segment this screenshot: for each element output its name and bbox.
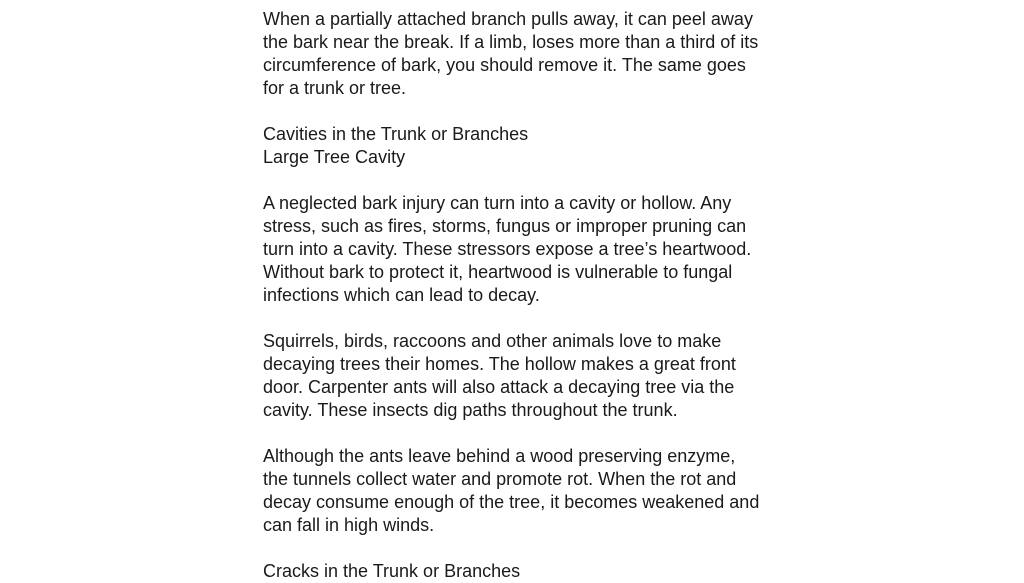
cavities-heading-block xyxy=(263,123,763,169)
paragraph-animals: Squirrels, birds, raccoons and other animals love to make decaying trees their homes. The hollow makes a great front door. Carpenter ants will also attack a decaying tree via the cavity. These insects dig paths throughout the trunk. xyxy=(263,331,736,420)
paragraph-ants-rot: Although the ants leave behind a wood preserving enzyme, the tunnels collect water and promote rot. When the rot and decay consume enough of the tree, it becomes weakened and can fall in high winds. xyxy=(263,446,760,535)
paragraph-neglected-injury: A neglected bark injury can turn into a cavity or hollow. Any stress, such as fires, storms, fungus or improper pruning can turn into a cavity. These stressors expose a tree’s heartwood. Without bark to protect it, heartwood is vulnerable to fungal infections which can lead to decay. xyxy=(263,193,752,305)
paragraph-bark-peel: When a partially attached branch pulls away, it can peel away the bark near the break. If a limb, loses more than a third of its circumference of bark, you should remove it. The same goes for a trunk or tree. xyxy=(263,9,759,98)
image-caption-large-tree-cavity: Large Tree Cavity xyxy=(263,147,406,167)
section-heading-cavities: Cavities in the Trunk or Branches xyxy=(263,124,529,144)
document-page xyxy=(263,8,763,583)
section-heading-cracks: Cracks in the Trunk or Branches xyxy=(263,561,521,581)
